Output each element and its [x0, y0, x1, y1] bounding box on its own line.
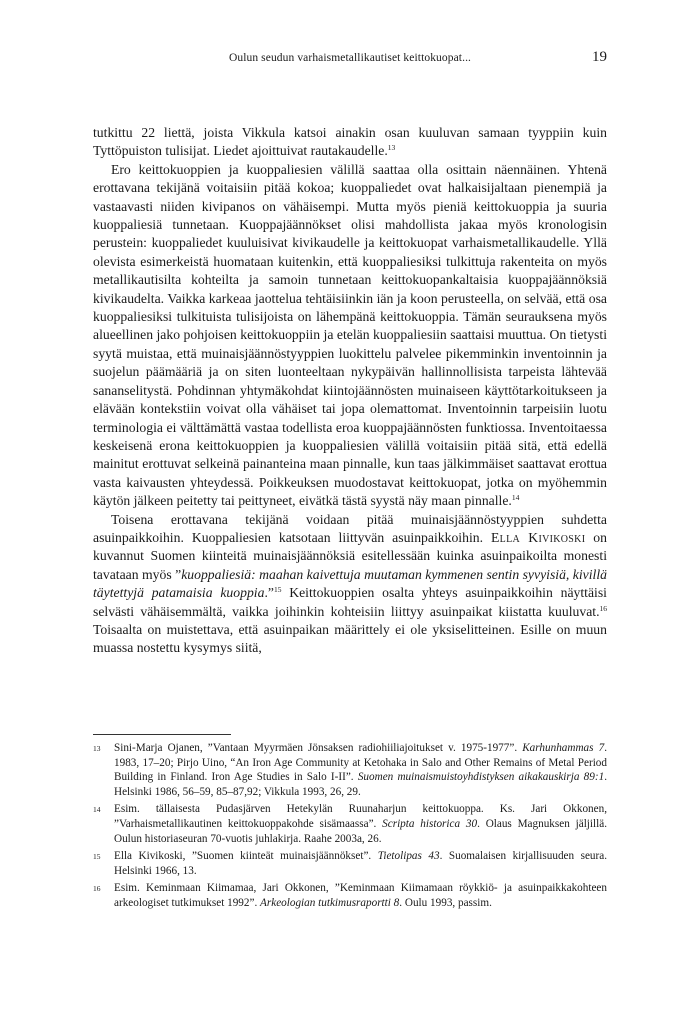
footnote-14 [93, 802, 607, 846]
footnote-number: 16 [93, 884, 101, 894]
paragraph-1: tutkittu 22 liettä, joista Vikkula katsoi ainakin osan kuuluvan samaan tyyppiin kuin Tyttöpuiston tulisijat. Liedet ajoittuivat rautakaudelle.$^{13}$ [93, 125, 607, 159]
quotation: kuoppaliesiä: maahan kaivettuja muutaman kymmenen sentin syvyisiä, kivillä täytettyjä patamaisia kuoppia [93, 566, 607, 601]
body-text [93, 124, 607, 658]
footnote-number: 15 [93, 852, 101, 862]
running-title: Oulun seudun varhaismetallikautiset keittokuopat... [228, 52, 472, 64]
footnote-text: Esim. Keminmaan Kiimamaa, Jari Okkonen, ”Keminmaan Kiimamaan röykkiö- ja asuinpaikkakohteen arkeologiset tutkimukset 1992”. Arkeologian tutkimusraportti 8. Oulu 1993, passim. [114, 882, 607, 909]
footnote-text: Esim. tällaisesta Pudasjärven Hetekylän Ruunaharjun keittokuoppa. Ks. Jari Okkonen, ”Varhaismetallikautinen keittokuoppakohde sisämaassa”. Scripta historica 30. Olaus Magnuksen jäljillä. Oulun historiaseuran 70-vuotis juhlakirja. Raahe 2003a, 26. [114, 803, 607, 845]
running-head [93, 49, 607, 68]
footnote-text: Sini-Marja Ojanen, ”Vantaan Myyrmäen Jönsaksen radiohiiliajoitukset v. 1975-1977”. Karhunhammas 7. 1983, 17–20; Pirjo Uino, “An Iron Age Community at Ketohaka in Salo and Other Remains of Metal Period Building in Finland. Iron Age Studies in Salo I-II”. Suomen muinaismuistoyhdistyksen aikakauskirja 89:1. Helsinki 1986, 56–59, 85–87,92; Vikkula 1993, 26, 29. [114, 742, 607, 798]
footnote-number: 13 [93, 744, 101, 753]
footnote-13 [93, 741, 607, 799]
paragraph-3: Toisena erottavana tekijänä voidaan pitää muinaisjäännöstyyppien suhdetta asuinpaikkoihin. Kuoppaliesien katsotaan liittyvän asuinpaikkoihin. Ella Kivikoski on kuvannut Suomen kiinteitä muinaisjäännöksiä esitellessään kuinka asuinpaikoilta monesti tavataan myös ”kuoppaliesiä: maahan kaivettuja muutaman kymmenen sentin syvyisiä, kivillä täytettyjä patamaisia kuoppia.”$^{15}$ Keittokuoppien osalta yhteys asuinpaikkoihin näyttäisi selvästi vähäisemmältä, vaikka joihinkin kohteisiin liittyy asuinpaikat kiistatta kuuluvat.$^{16}$ Toisaalta on muistettava, että asuinpaikan määrittely ei ole yksiselitteinen. Esille on muun muassa nostettu kysymys siitä, [93, 511, 607, 656]
page-number: 19 [592, 49, 607, 65]
footnote-ref-13[interactable]: 13 [387, 143, 396, 153]
footnote-16 [93, 881, 607, 910]
paragraph-2: Ero keittokuoppien ja kuoppaliesien välillä saattaa olla osittain näennäinen. Yhtenä erottavana tekijänä voitaisiin pitää kokoa; kuoppaliedet ovat halkaisijaltaan pienempiä ja vastaavasti niiden kivipanos on vähäisempi. Mutta myös pieniä keittokuoppia ja suuria kuoppaliesiä tunnetaan. Kuoppajäännökset olisi mahdollista jakaa myös kronologisin perustein: kuoppaliedet kuuluisivat kivikaudelle ja keittokuopat varhaismetallikaudelle. Yllä olevista esimerkeistä huomataan kuitenkin, että kuoppaliesiksi tulkittuja rakenteita on myös metallikautisilta kohteilta ja samoin tunnetaan keittokuopankaltaisia kuoppajäännöksiä kivikaudelta. Vaikka karkeaa jaottelua tehtäisiinkin iän ja koon perusteella, on selvää, että osa kuoppaliesiksi tulkituista tulisijoista on lähempänä keittokuoppia. Tämän seurauksena myös alueellinen jako pohjoisen keittokuoppiin ja etelän kuoppaliesiin saattaisi muuttua. On tietysti syytä muistaa, että muinaisjäännöstyyppien luokittelu palvelee pikemminkin inventoinnin ja suojelun päämääriä ja on siten luonteeltaan nykypäivän hallinnollisista tarpeista lähtevää sananselitystä. Pohdinnan yhtymäkohdat kiintojäännösten muinaiseen käyttötarkoitukseen ja elävään kontekstiin voivat olla vähäiset tai jopa olemattomat. Inventoinnin tarpeisiin luotu terminologia ei välttämättä vastaa todellista eroa kuoppajäännösten funktiossa. Inventoitaessa keskeisenä erona keittokuoppien ja kuoppaliesien välillä voitaisiin pitää sitä, että edellä mainitut erottuvat selkeinä painanteina maan pinnalle, kun taas jälkimmäiset saattavat erottua vasta kaivausten yhteydessä. Poikkeuksen muodostavat keittokuopat, jotka on myöhemmin käytön jälkeen peitetty tai peittyneet, eivätkä tästä syystä näy maan pinnalle.$^{14}$ [93, 161, 607, 509]
footnotes [93, 741, 607, 914]
footnote-divider [93, 734, 231, 735]
footnote-15 [93, 849, 607, 878]
footnote-ref-15[interactable]: 15 [273, 585, 282, 595]
footnote-text: Ella Kivikoski, ”Suomen kiinteät muinaisjäännökset”. Tietolipas 43. Suomalaisen kirjallisuuden seura. Helsinki 1966, 13. [114, 850, 608, 877]
footnote-number: 14 [93, 805, 101, 815]
author-name: Ella Kivikoski [491, 529, 586, 545]
footnote-ref-16[interactable]: 16 [599, 603, 607, 613]
footnote-ref-14[interactable]: 14 [511, 493, 520, 503]
